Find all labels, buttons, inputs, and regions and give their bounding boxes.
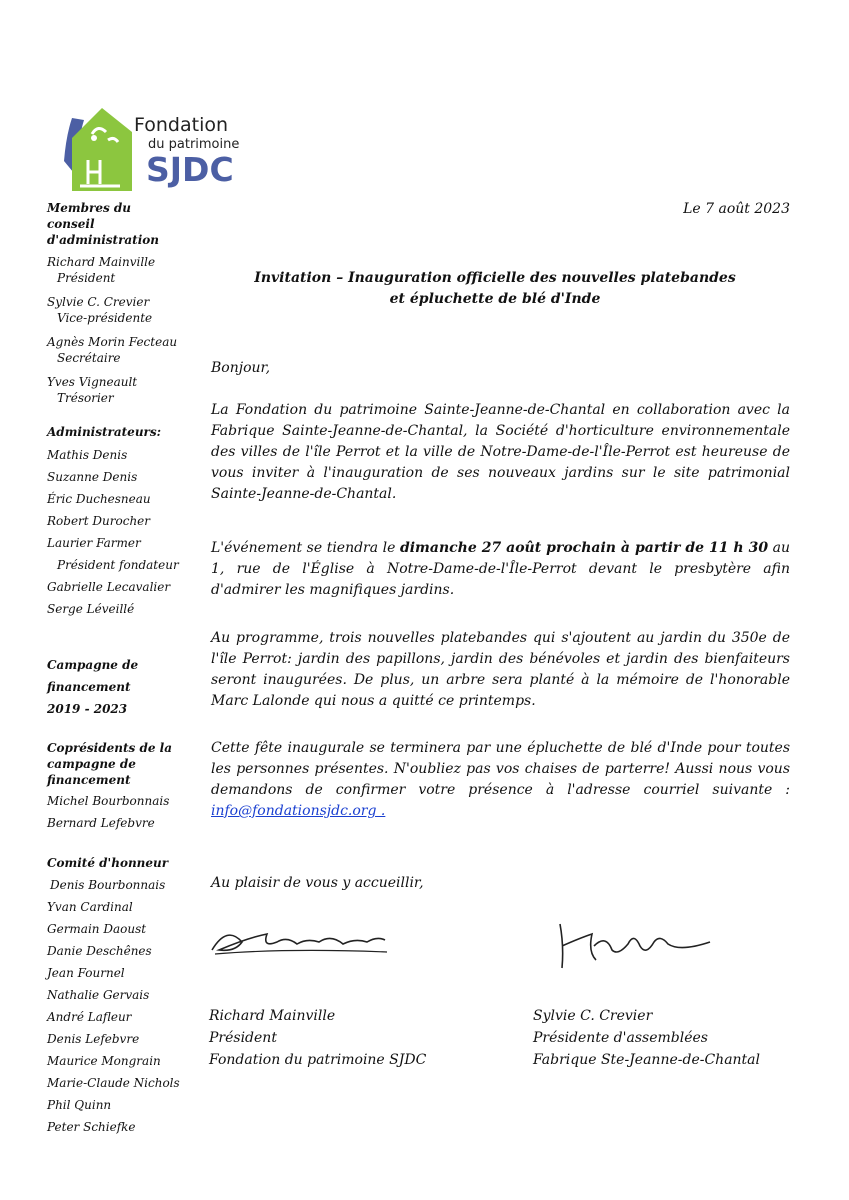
- p2-after: au 1, rue de l'Église à Notre-Dame-de-l'Île-Perrot devant le presbytère afin d'admirer les magnifiques jardins.: [211, 540, 790, 598]
- board-heading-2: conseil d'administration: [47, 217, 159, 247]
- letter-date: Le 7 août 2023: [683, 201, 790, 217]
- honour-name: Jean Fournel: [47, 966, 125, 980]
- admin-name: Mathis Denis: [47, 448, 128, 462]
- honour-name: André Lafleur: [47, 1010, 132, 1024]
- subject-line-1: Invitation – Inauguration officielle des nouvelles platebandes: [254, 270, 736, 286]
- signer-name: Sylvie C. Crevier: [533, 1008, 653, 1024]
- copres-heading-1: Coprésidents de la: [47, 741, 172, 755]
- admin-name: Laurier Farmer: [47, 536, 141, 550]
- campaign-heading: Campagne de financement: [47, 658, 139, 694]
- signer-name: Richard Mainville: [209, 1008, 336, 1024]
- house-logo-icon: [62, 106, 142, 196]
- copres-name: Michel Bourbonnais: [47, 794, 170, 808]
- signer-title: Présidente d'assemblées: [533, 1030, 708, 1046]
- honour-name: Yvan Cardinal: [47, 900, 133, 914]
- copres-name: Bernard Lefebvre: [47, 816, 155, 830]
- signer-org: Fabrique Ste-Jeanne-de-Chantal: [533, 1052, 761, 1068]
- event-datetime: dimanche 27 août prochain à partir de 11 h 30: [399, 540, 769, 556]
- logo-line-2: du patrimoine: [148, 137, 240, 152]
- board-member-role: Trésorier: [57, 391, 114, 405]
- board-member-role: Vice-présidente: [57, 311, 153, 325]
- campaign-years: 2019 - 2023: [47, 702, 128, 716]
- honour-heading: Comité d'honneur: [47, 856, 169, 870]
- honour-name: Germain Daoust: [47, 922, 147, 936]
- closing: Au plaisir de vous y accueillir,: [211, 875, 424, 891]
- copres-heading-2: campagne de financement: [47, 757, 136, 787]
- subject-line-2: et épluchette de blé d'Inde: [389, 291, 601, 307]
- board-heading-1: Membres du: [47, 201, 132, 215]
- logo-line-3: SJDC: [146, 150, 234, 189]
- honour-name: Nathalie Gervais: [47, 988, 150, 1002]
- paragraph-3: Au programme, trois nouvelles platebandes qui s'ajoutent au jardin du 350e de l'île Perrot: jardin des papillons, jardin des bénévoles et jardin des bienfaiteurs seront inaugurées. De plus, un arbre sera planté à la mémoire de l'honorable Marc Lalonde qui nous a quitté ce printemps.: [211, 630, 790, 709]
- honour-name: Phil Quinn: [47, 1098, 112, 1112]
- admin-role: Président fondateur: [57, 558, 179, 572]
- signature-block-right: [533, 1005, 760, 1071]
- admin-name: Suzanne Denis: [47, 470, 138, 484]
- honour-name: Maurice Mongrain: [47, 1054, 161, 1068]
- admins-heading: Administrateurs:: [47, 425, 162, 439]
- signer-title: Président: [209, 1030, 277, 1046]
- admin-name: Gabrielle Lecavalier: [47, 580, 171, 594]
- board-member-name: Yves Vigneault: [47, 375, 138, 389]
- signature-block-left: [209, 1005, 426, 1071]
- board-member-name: Richard Mainville: [47, 255, 156, 269]
- honour-name: Peter Schiefke: [47, 1120, 136, 1134]
- board-member-name: Sylvie C. Crevier: [47, 295, 150, 309]
- admin-name: Éric Duchesneau: [47, 492, 151, 506]
- paragraph-1: La Fondation du patrimoine Sainte-Jeanne-de-Chantal en collaboration avec la Fabrique Sainte-Jeanne-de-Chantal, la Société d'horticulture environnementale des villes de l'île Perrot et la ville de Notre-Dame-de-l'Île-Perrot est heureuse de vous inviter à l'inauguration de ses nouveaux jardins sur le site patrimonial Sainte-Jeanne-de-Chantal.: [211, 402, 790, 502]
- honour-name: Denis Bourbonnais: [50, 878, 166, 892]
- board-member-role: Secrétaire: [57, 351, 121, 365]
- board-member-name: Agnès Morin Fecteau: [47, 335, 178, 349]
- signature-crevier-icon: [550, 916, 720, 976]
- letter-subject: [212, 268, 778, 310]
- email-link[interactable]: info@fondationsjdc.org .: [211, 803, 386, 819]
- signature-mainville-icon: [207, 920, 397, 960]
- foundation-logo: [62, 106, 242, 196]
- admin-name: Robert Durocher: [47, 514, 151, 528]
- greeting: Bonjour,: [211, 360, 271, 376]
- honour-name: Denis Lefebvre: [47, 1032, 140, 1046]
- honour-name: Marie-Claude Nichols: [47, 1076, 180, 1090]
- honour-name: Danie Deschênes: [47, 944, 152, 958]
- admin-name: Serge Léveillé: [47, 602, 135, 616]
- p2-before: L'événement se tiendra le: [211, 540, 400, 556]
- sidebar-members: [47, 200, 207, 1138]
- signer-org: Fondation du patrimoine SJDC: [209, 1052, 427, 1068]
- p4-text: Cette fête inaugurale se terminera par une épluchette de blé d'Inde pour toutes les personnes présentes. N'oubliez pas vos chaises de parterre! Aussi nous vous demandons de confirmer votre présence à l'adresse courriel suivante :: [211, 740, 790, 798]
- paragraph-2: [211, 538, 790, 601]
- paragraph-4: [211, 738, 790, 822]
- board-member-role: Président: [57, 271, 116, 285]
- logo-line-1: Fondation: [134, 114, 229, 136]
